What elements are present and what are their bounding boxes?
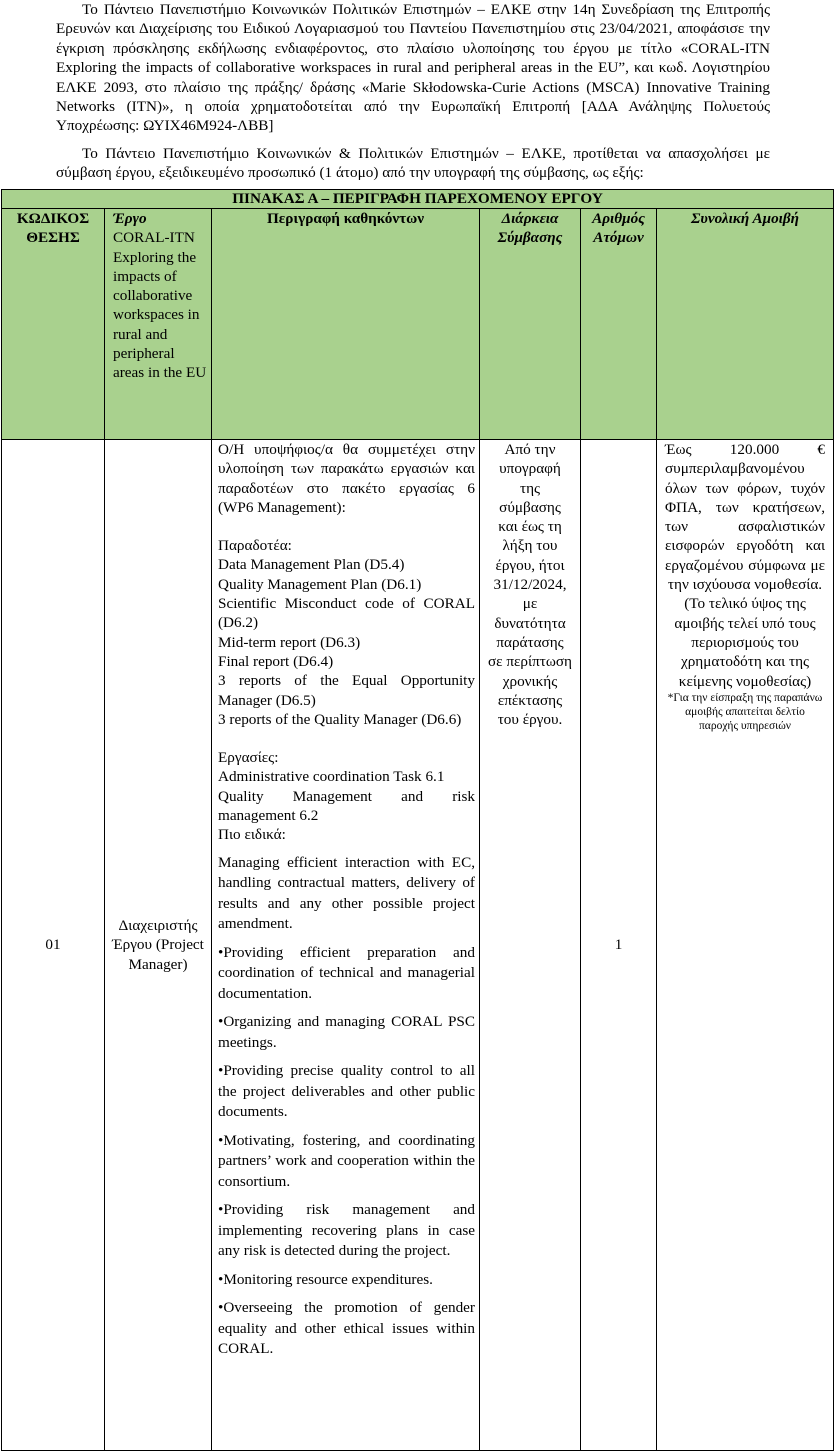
deliverable-item: 3 reports of the Equal Opportunity Manager (D6.5) <box>218 672 475 709</box>
cell-role: Διαχειριστής Έργου (Project Manager) <box>105 440 212 1451</box>
fee-limit: (Το τελικό ύψος της αμοιβής τελεί υπό τους περιορισμούς του χρηματοδότη και της κείμενης νομοθεσίας) <box>674 595 816 690</box>
deliverables-title: Παραδοτέα: <box>218 537 292 555</box>
header-duties: Περιγραφή καθηκόντων <box>212 209 480 440</box>
specific-item: •Providing efficient preparation and coordination of technical and managerial documentation. <box>218 943 475 1002</box>
deliverable-item: Final report (D6.4) <box>218 652 334 670</box>
intro-paragraph-1: Το Πάντειο Πανεπιστήμιο Κοινωνικών Πολιτικών Επιστημών – ΕΛΚΕ στην 14η Συνεδρίαση της Επιτροπής Ερευνών και Διαχείρισης του Ειδικού Λογαριασμού του Παντείου Πανεπιστημίου στις 23/04/2021, αποφάσισε την έγκριση πρόσκλησης εκδήλωσης ενδιαφέροντος, στο πλαίσιο υλοποίησης του έργου με τίτλο «CORAL-ITN Exploring the impacts of collaborative workspaces in rural and peripheral areas in the EU”, και κωδ. Λογιστηρίου ΕΛΚΕ 2093, στο πλαίσιο της πράξης/ δράσης «Marie Skłodowska-Curie Actions (MSCA) Innovative Training Networks (ITN)», η οποία χρηματοδοτείται από την Ευρωπαϊκή Επιτροπή [ΑΔΑ Ανάληψης Πολυετούς Υποχρέωσης: ΩΥΙΧ46Μ924-ΛΒΒ] <box>56 1 770 135</box>
table-title: ΠΙΝΑΚΑΣ Α – ΠΕΡΙΓΡΑΦΗ ΠΑΡΕΧΟΜΕΝΟΥ ΕΡΓΟΥ <box>2 190 834 209</box>
task-item: Administrative coordination Task 6.1 <box>218 768 445 786</box>
deliverable-item: Data Management Plan (D5.4) <box>218 556 405 574</box>
deliverable-item: Scientific Misconduct code of CORAL (D6.2) <box>218 595 475 632</box>
specific-item: •Providing risk management and implementing recovering plans in case any risk is detected during the project. <box>218 1201 475 1260</box>
task-item: Πιο ειδικά: <box>218 826 286 844</box>
table-header-row <box>2 209 834 440</box>
specific-item: Managing efficient interaction with EC, handling contractual matters, delivery of results and any other possible project amendment. <box>218 853 475 933</box>
tasks-title: Εργασίες: <box>218 749 279 767</box>
cell-code: 01 <box>2 440 105 1451</box>
header-persons: Αριθμός Ατόμων <box>581 209 657 440</box>
header-duration: Διάρκεια Σύμβασης <box>480 209 581 440</box>
header-code: ΚΩΔΙΚΟΣ ΘΕΣΗΣ <box>2 209 105 440</box>
header-project-title: CORAL-ITN Exploring the impacts of collaborative workspaces in rural and peripheral areas in the EU <box>113 229 207 382</box>
table-a <box>1 189 834 1451</box>
specific-item: •Monitoring resource expenditures. <box>218 1270 433 1288</box>
cell-duties <box>212 440 480 1451</box>
specific-item: •Overseeing the promotion of gender equality and other ethical issues within CORAL. <box>218 1299 475 1358</box>
cell-persons: 1 <box>581 440 657 1451</box>
specific-item: •Motivating, fostering, and coordinating partners’ work and cooperation within the consortium. <box>218 1131 475 1190</box>
task-item: Quality Management and risk management 6.2 <box>218 787 475 825</box>
cell-fee <box>657 440 834 1451</box>
table-row <box>2 440 834 1451</box>
fee-note: *Για την είσπραξη της παραπάνω αμοιβής απαιτείται δελτίο παροχής υπηρεσιών <box>667 691 823 732</box>
cell-duration: Από την υπογραφή της σύμβασης και έως τη λήξη του έργου, ήτοι 31/12/2024, με δυνατότητα παράτασης σε περίπτωση χρονικής επέκτασης του έργου. <box>480 440 581 1451</box>
table-title-row <box>2 190 834 209</box>
specific-item: •Organizing and managing CORAL PSC meetings. <box>218 1013 475 1051</box>
duties-intro: Ο/Η υποψήφιος/α θα συμμετέχει στην υλοποίηση των παρακάτω εργασιών και παραδοτέων στο πακέτο εργασίας 6 (WP6 Management): <box>218 441 475 516</box>
fee-main: Έως 120.000 € συμπεριλαμβανομένου όλων των φόρων, τυχόν ΦΠΑ, των κρατήσεων, των ασφαλιστικών εισφορών εργοδότη και εργαζομένου σύμφωνα με την ισχύουσα νομοθεσία. <box>665 441 826 594</box>
header-project-label: Έργο <box>113 210 147 227</box>
deliverable-item: Mid-term report (D6.3) <box>218 633 361 651</box>
deliverable-item: 3 reports of the Quality Manager (D6.6) <box>218 710 462 728</box>
intro-paragraph-2: Το Πάντειο Πανεπιστήμιο Κοινωνικών & Πολιτικών Επιστημών – ΕΛΚΕ, προτίθεται να απασχολήσει με σύμβαση έργου, εξειδικευμένο προσωπικό (1 άτομο) από την υπογραφή της σύμβασης, ως εξής: <box>56 144 770 182</box>
header-project <box>105 209 212 440</box>
specific-item: •Providing precise quality control to all the project deliverables and other public documents. <box>218 1062 475 1121</box>
deliverable-item: Quality Management Plan (D6.1) <box>218 575 422 593</box>
intro-text <box>56 0 770 183</box>
header-fee: Συνολική Αμοιβή <box>657 209 834 440</box>
